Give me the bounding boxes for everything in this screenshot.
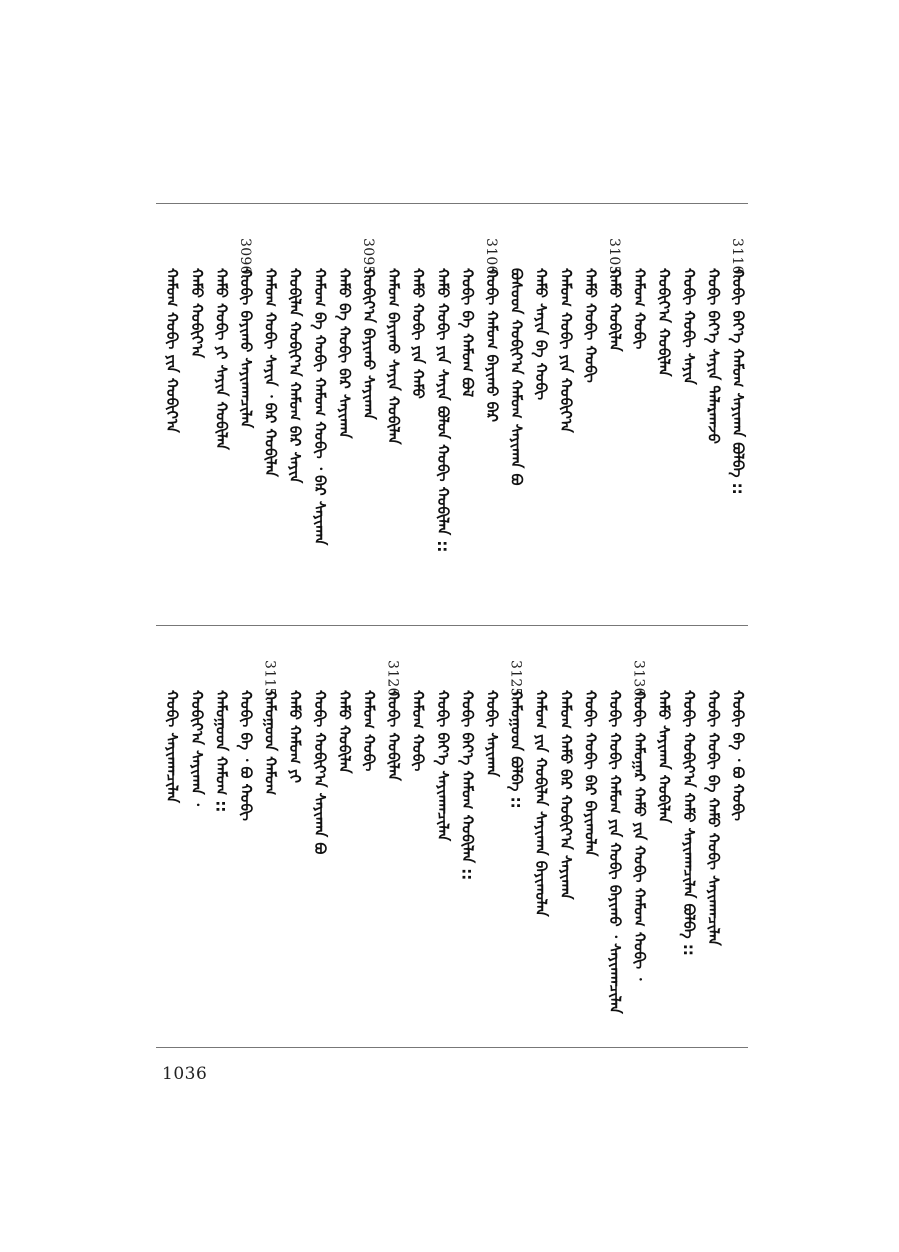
verse-line: ᠬᠠᠮᠤᠭ ᠪᠠᠶᠢᠬᠤ ᠰᠠᠶᠢᠨ ᠬᠤᠪᠢᠯᠠᠨ — [384, 268, 403, 445]
verse-line: ᠬᠠᠮᠤ ᠰᠠᠶᠢᠬᠠᠨ ᠬᠤᠪᠢᠯᠠᠨ — [655, 690, 674, 824]
verse-line: ᠬᠠᠮᠤᠭ ᠬᠤᠪᠢ — [409, 690, 428, 772]
verse-line: ᠬᠠᠮᠤ ᠬᠤᠪᠢᠯᠠᠨ — [606, 268, 624, 352]
verse-line: ᠬᠤᠪᠢ ᠪᠠ ᠂ ᠪᠤ ᠬᠤᠪᠢ — [729, 690, 747, 821]
verse-line: ᠬᠤᠪᠢ ᠰᠠᠶᠢᠬᠠᠨᠴᠢᠯᠠᠨ — [163, 690, 182, 804]
verse-line: ᠬᠤᠪᠢ ᠪᠡᠶ᠎ᠡ ᠬᠠᠮᠤᠭ ᠬᠤᠪᠢᠯᠠᠨ :: — [458, 690, 477, 881]
line-number: 3110. — [729, 238, 745, 280]
upper-text-block — [156, 238, 748, 618]
verse-line: ᠬᠠᠮᠤ ᠬᠤᠪᠢ ᠬᠤᠪᠢ — [581, 268, 600, 383]
verse-line: ᠬᠠᠮᠤ ᠬᠤᠪᠢᠯᠠᠨ — [335, 690, 354, 774]
lower-text-block — [156, 660, 748, 1040]
verse-line: ᠬᠠᠮᠤᠭ ᠬᠤᠪᠢ ᠰᠠᠶᠢᠨ ᠂ ᠪᠡᠷ ᠬᠤᠪᠢᠯᠠᠨ — [261, 268, 280, 477]
verse-line: ᠬᠠᠮᠤᠭ ᠬᠠᠮᠤ ᠪᠡᠷ ᠬᠤᠪᠢᠶ᠎ᠠ ᠰᠠᠶᠢᠬᠠᠨ — [556, 690, 575, 900]
line-number: 3115. — [261, 660, 278, 702]
verse-line: ᠬᠤᠪᠢᠯᠠᠨ ᠬᠤᠪᠢᠶ᠎ᠠ ᠬᠠᠮᠤᠭ ᠪᠡᠷ ᠰᠠᠶᠢᠨ — [286, 268, 305, 484]
bottom-rule — [156, 1047, 748, 1048]
top-rule — [156, 203, 748, 204]
verse-line: ᠬᠤᠪᠢ ᠰᠠᠶᠢᠬᠠᠨ — [483, 690, 501, 777]
line-number: 3125. — [507, 660, 524, 702]
verse-line: ᠬᠠᠮᠤᠭᠤᠳ ᠬᠠᠮᠤᠭ :: — [212, 690, 231, 813]
verse-line: ᠬᠤᠪᠢ ᠬᠤᠪᠢ ᠬᠠᠮᠤᠭ ᠶᠢᠨ ᠬᠤᠪᠢ ᠪᠠᠶᠢᠬᠤ ᠂ ᠰᠠᠶᠢᠬᠠᠨᠴᠢᠯᠠᠨ — [606, 690, 624, 1014]
verse-line: ᠬᠤᠪᠢ ᠬᠤᠪᠢ ᠪᠠ ᠬᠠᠮᠤ ᠬᠤᠪᠢ ᠰᠠᠶᠢᠬᠠᠨᠴᠢᠯᠠᠨ — [704, 690, 723, 946]
verse-line: ᠬᠤᠪᠢ ᠬᠠᠮᠤᠭᠠᠷ ᠬᠠᠮᠤ ᠶᠢᠨ ᠬᠤᠪᠢ ᠬᠠᠮᠤᠭ ᠬᠤᠪᠢ ᠂ — [630, 690, 649, 981]
verse-line: ᠬᠤᠪᠢ ᠬᠤᠪᠢᠶ᠎ᠠ ᠬᠠᠮᠤ ᠰᠠᠶᠢᠬᠠᠨᠴᠢᠯᠠᠨ ᠪᠣᠯᠪᠠ :: — [679, 690, 698, 956]
line-number: 3090. — [237, 238, 253, 280]
verse-line: ᠬᠠᠮᠤ ᠬᠤᠪᠢ ᠶᠢᠨ ᠬᠠᠮᠤ — [409, 268, 428, 399]
verse-line: ᠬᠠᠮᠤᠭᠤᠳ ᠪᠤᠯᠪᠠ :: — [507, 690, 526, 809]
verse-line: ᠬᠠᠮᠤᠭ ᠬᠤᠪᠢ — [360, 690, 378, 772]
verse-line: ᠬᠤᠪᠢ ᠬᠤᠪᠢᠯᠠᠨ — [384, 690, 403, 781]
verse-line: ᠬᠠᠮᠤᠭ ᠬᠤᠪᠢ — [630, 268, 649, 350]
verse-line: ᠪᠤᠰᠤᠳ ᠬᠤᠪᠢᠶ᠎ᠠ ᠬᠠᠮᠤᠭ ᠰᠠᠶᠢᠬᠠᠨ ᠪᠤ — [507, 268, 526, 486]
middle-rule — [156, 625, 748, 626]
verse-line: ᠬᠤᠪᠢᠶ᠎ᠠ ᠪᠠᠶᠢᠬᠤ ᠰᠠᠶᠢᠬᠠᠨ — [360, 268, 378, 420]
line-number: 3120. — [384, 660, 401, 702]
verse-line: ᠬᠠᠮᠤ ᠬᠤᠪᠢ ᠶᠢ ᠰᠠᠶᠢᠨ ᠬᠤᠪᠢᠯᠠᠨ — [212, 268, 231, 450]
verse-line: ᠬᠠᠮᠤᠭ ᠪᠠ ᠬᠤᠪᠢ ᠬᠠᠮᠤᠭ ᠬᠤᠪᠢ ᠂ ᠪᠡᠷ ᠰᠠᠶᠢᠬᠠᠨ — [310, 268, 329, 546]
verse-line: ᠬᠤᠪᠢ ᠪᠠ ᠂ ᠪᠤ ᠬᠤᠪᠢ — [237, 690, 255, 821]
verse-line: ᠬᠤᠪᠢᠶ᠎ᠠ ᠬᠤᠪᠢᠯᠠᠨ — [655, 268, 674, 377]
verse-line: ᠬᠤᠪᠢ ᠬᠠᠮᠤᠭ ᠪᠠᠶᠢᠬᠤ ᠪᠡᠷ — [483, 268, 501, 423]
line-number: 3100. — [483, 238, 499, 280]
verse-line: ᠬᠠᠮᠤᠭᠤᠳ ᠬᠠᠮᠤᠭ — [261, 690, 280, 796]
verse-line: ᠬᠤᠪᠢ ᠬᠤᠪᠢᠶ᠎ᠠ ᠰᠠᠶᠢᠬᠠᠨ ᠪᠤ — [310, 690, 329, 855]
page-number: 1036 — [162, 1064, 208, 1084]
verse-line: ᠬᠤᠪᠢᠶ᠎ᠠ ᠰᠠᠶᠢᠬᠠᠨ ᠂ — [187, 690, 206, 806]
verse-line: ᠬᠠᠮᠤᠭ ᠬᠤᠪᠢ ᠶᠢᠨ ᠬᠤᠪᠢᠶ᠎ᠠ — [163, 268, 182, 433]
verse-line: ᠬᠠᠮᠤᠭ ᠬᠤᠪᠢ ᠶᠢᠨ ᠬᠤᠪᠢᠶ᠎ᠠ — [556, 268, 575, 433]
verse-line: ᠬᠤᠪᠢ ᠪᠡᠶ᠎ᠡ ᠰᠠᠶᠢᠬᠠᠨᠴᠢᠯᠠᠨ — [433, 690, 452, 842]
verse-line: ᠬᠠᠮᠤ ᠬᠤᠪᠢᠶ᠎ᠠ — [187, 268, 206, 359]
verse-line: ᠬᠠᠮᠤ ᠰᠠᠶᠢᠨ ᠪᠠ ᠬᠤᠪᠢ — [532, 268, 551, 401]
verse-line: ᠬᠤᠪᠢ ᠪᠠ ᠬᠠᠮᠤᠭ ᠪᠤᠯ — [458, 268, 477, 398]
verse-line: ᠬᠤᠪᠢ ᠬᠤᠪᠢ ᠪᠡᠷ ᠪᠠᠶᠢᠬᠤᠯᠠᠨ — [581, 690, 600, 857]
verse-line: ᠬᠤᠪᠢ ᠪᠠᠶᠢᠬᠤ ᠰᠠᠶᠢᠬᠠᠨᠴᠢᠯᠠᠨ — [237, 268, 255, 429]
line-number: 3130. — [630, 660, 647, 702]
verse-line: ᠬᠠᠮᠤ ᠬᠠᠮᠤᠭ ᠶᠢ — [286, 690, 305, 784]
verse-line: ᠬᠤᠪᠢ ᠪᠡᠶ᠎ᠡ ᠰᠠᠶᠢᠨ ᠲᠠᠯᠠᠷᠬᠠᠵᠤ — [704, 268, 723, 444]
line-number: 3105. — [606, 238, 622, 280]
verse-line: ᠬᠠᠮᠤᠭ ᠶᠢᠨ ᠬᠤᠪᠢᠯᠠᠨ ᠰᠠᠶᠢᠬᠠᠨ ᠪᠠᠶᠢᠬᠤᠯᠠᠨ — [532, 690, 551, 917]
verse-line: ᠬᠠᠮᠤ ᠪᠠ ᠬᠤᠪᠢ ᠪᠡᠷ ᠰᠠᠶᠢᠬᠠᠨ — [335, 268, 354, 439]
line-number: 3095. — [360, 238, 376, 280]
verse-line: ᠬᠠᠮᠤ ᠬᠤᠪᠢ ᠶᠢᠨ ᠰᠠᠶᠢᠨ ᠪᠤᠯᠤᠨ ᠬᠤᠪᠢ ᠬᠤᠪᠢᠯᠠᠨ :: — [433, 268, 452, 553]
verse-line: ᠬᠣᠪᠢ ᠬᠤᠪᠢ ᠰᠠᠶᠢᠨ — [679, 268, 698, 385]
verse-line: ᠬᠤᠪᠢ ᠪᠡᠶ᠎ᠡ ᠬᠠᠮᠤᠭ ᠰᠠᠶᠢᠬᠠᠨ ᠪᠣᠯᠪᠠ :: — [729, 268, 747, 495]
